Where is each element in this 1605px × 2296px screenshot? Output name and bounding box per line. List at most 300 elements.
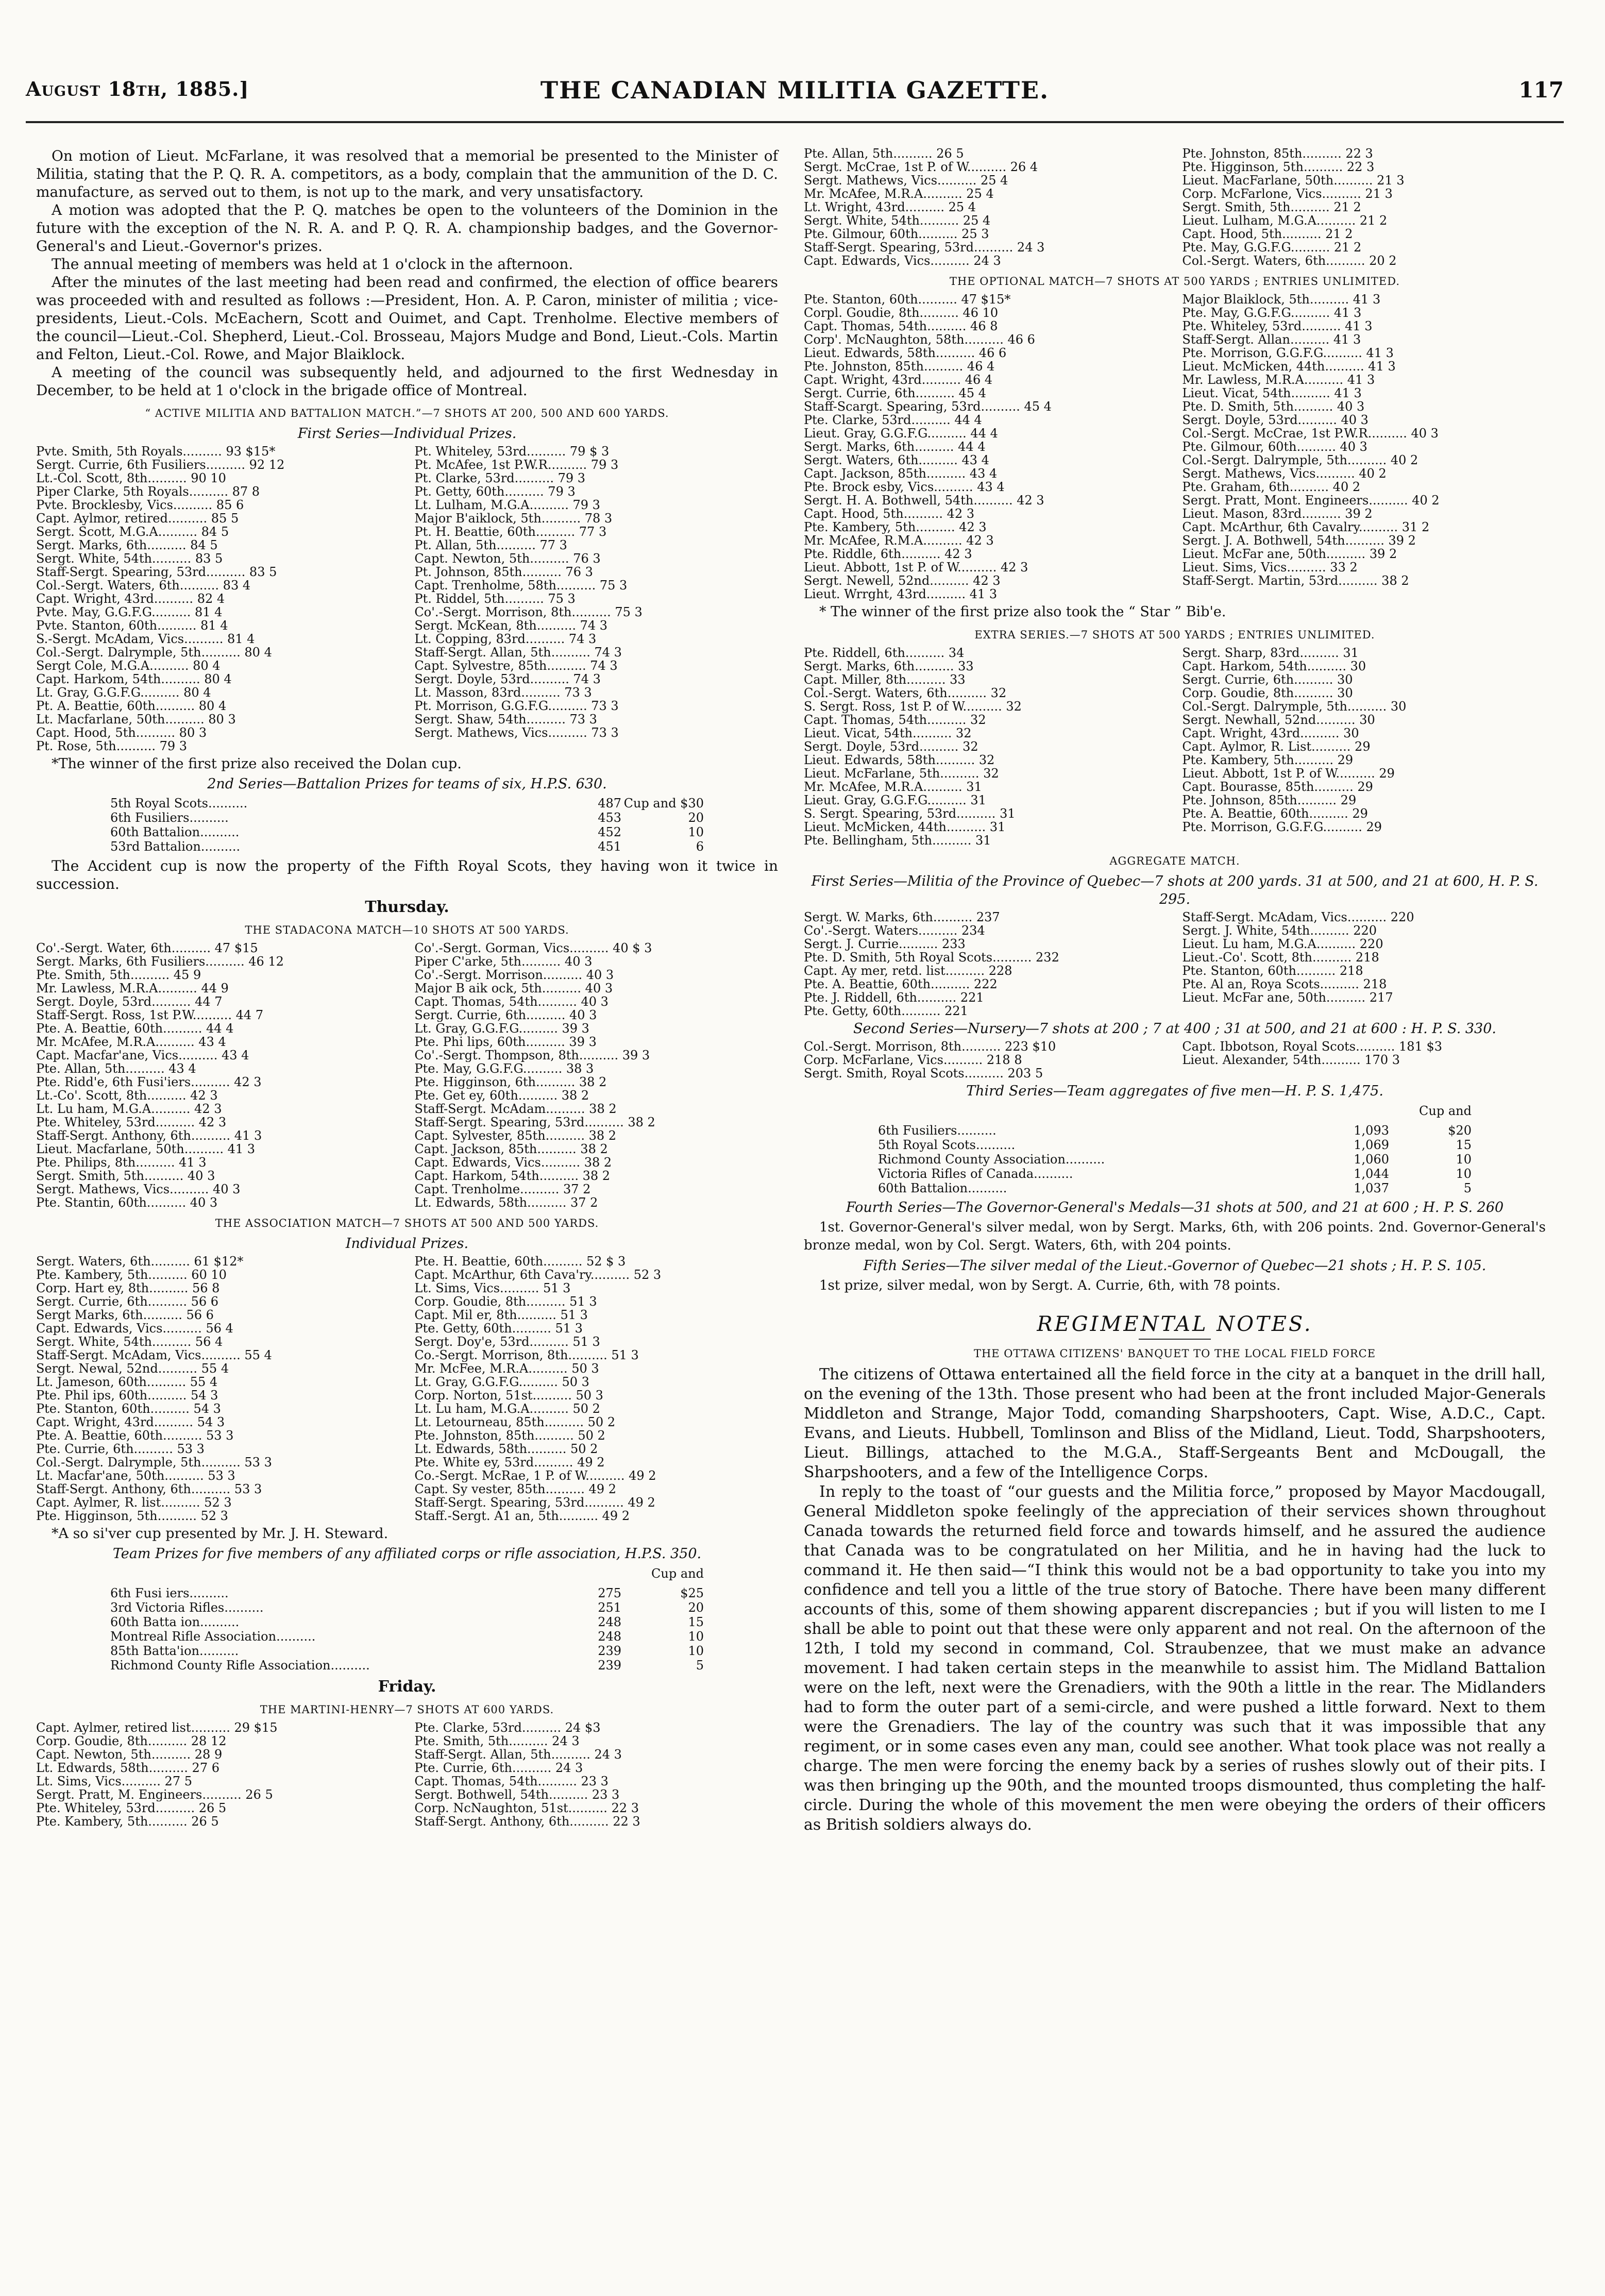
score-row: Lieut. Alexander, 54th.......... 170 3 bbox=[1182, 1053, 1400, 1067]
section-subheading: Team Prizes for five members of any affiliated corps or rifle association, H.P.S. 350. bbox=[112, 1546, 702, 1562]
table-row bbox=[878, 1167, 1472, 1181]
score-row: Lt. Sims, Vics.......... 27 5 bbox=[36, 1775, 192, 1788]
paragraph: A motion was adopted that the P. Q. matches be open to the volunteers of the Dominion in the future with the exception of the N. R. A. and P. Q. R. A. championship badges, and the Governor-General's and Lieut.-Governor's prizes. bbox=[36, 201, 778, 255]
score-row: Capt. Thomas, 54th.......... 32 bbox=[804, 713, 986, 727]
table-cell-prize: 10 bbox=[688, 1629, 704, 1644]
score-row: Sergt. Shaw, 54th.......... 73 3 bbox=[414, 713, 597, 726]
score-row: Pte. A. Beattie, 60th.......... 29 bbox=[1182, 807, 1368, 820]
paragraph: A meeting of the council was subsequently held, and adjourned to the first Wednesday in December, to be held at 1 o'clock in the brigade office of Montreal. bbox=[36, 364, 778, 399]
score-row: Mr. McFee, M.R.A.......... 50 3 bbox=[414, 1362, 599, 1375]
score-row: Pte. Graham, 6th.......... 40 2 bbox=[1182, 480, 1361, 494]
table-cell-score: 1,069 bbox=[1354, 1138, 1389, 1152]
score-row: Col.-Sergt. Dalrymple, 5th.......... 40 2 bbox=[1182, 453, 1418, 467]
score-row: Sergt. Currie, 6th.......... 40 3 bbox=[414, 1008, 597, 1022]
score-row: Col.-Sergt. Waters, 6th.......... 83 4 bbox=[36, 579, 251, 592]
score-row: Capt. McArthur, 6th Cavalry.......... 31 2 bbox=[1182, 520, 1430, 534]
score-row: Mr. McAfee, M.R.A.......... 25 4 bbox=[804, 187, 994, 200]
score-row: Lieut. McMicken, 44th.......... 41 3 bbox=[1182, 360, 1396, 373]
score-row: Pte. Getty, 60th.......... 221 bbox=[804, 1004, 968, 1018]
score-row: Pt. Getty, 60th.......... 79 3 bbox=[414, 485, 576, 498]
score-row: Pte. May, G.G.F.G.......... 38 3 bbox=[414, 1062, 594, 1075]
table-cell-name: 5th Royal Scots.......... bbox=[878, 1138, 1016, 1152]
score-row: Mr. McAfee, M.R.A.......... 43 4 bbox=[36, 1035, 226, 1049]
score-row: Corp. Goudie, 8th.......... 51 3 bbox=[414, 1295, 597, 1308]
score-row: Lt. Lu ham, M.G.A.......... 42 3 bbox=[36, 1102, 222, 1116]
score-row: Lieut. Wrrght, 43rd.......... 41 3 bbox=[804, 587, 998, 601]
section-subheading: Fifth Series—The silver medal of the Lieut.-Governor of Quebec—21 shots ; H. P. S. 105. bbox=[863, 1258, 1486, 1274]
score-row: Mr. McAfee, R.M.A.......... 42 3 bbox=[804, 534, 994, 547]
section-heading: THE STADACONA MATCH—10 SHOTS AT 500 YARDS. bbox=[245, 924, 569, 936]
table-cell-name: 53rd Battalion.......... bbox=[110, 839, 241, 854]
score-row: Sergt. Mathews, Vics.......... 40 3 bbox=[36, 1183, 241, 1196]
score-row: Lt. Edwards, 58th.......... 27 6 bbox=[36, 1761, 219, 1775]
table-row bbox=[110, 811, 704, 825]
table-cell-prize: 5 bbox=[696, 1658, 704, 1673]
score-list-right bbox=[1182, 646, 1546, 847]
section-heading: THE MARTINI-HENRY—7 SHOTS AT 600 YARDS. bbox=[260, 1703, 554, 1716]
score-row: Pt. Whiteley, 53rd.......... 79 $ 3 bbox=[414, 445, 610, 458]
score-row: Co'.-Sergt. Gorman, Vics.......... 40 $ 3 bbox=[414, 941, 652, 955]
score-row: Lieut. McFarlane, 5th.......... 32 bbox=[804, 767, 999, 780]
score-row: Pte. Stanton, 60th.......... 54 3 bbox=[36, 1402, 221, 1415]
section-heading: THE OTTAWA CITIZENS' BANQUET TO THE LOCAL FIELD FORCE bbox=[973, 1347, 1376, 1360]
team-table bbox=[110, 1586, 704, 1673]
score-row: Lieut. McFar ane, 50th.......... 217 bbox=[1182, 991, 1393, 1004]
score-list-left bbox=[36, 445, 400, 753]
page-header bbox=[26, 77, 1564, 119]
score-row: Co.-Sergt. McRae, 1 P. of W.......... 49 2 bbox=[414, 1469, 656, 1482]
score-row: Staff-Sergt. Anthony, 6th.......... 22 3 bbox=[414, 1815, 640, 1828]
score-row: S. Sergt. Ross, 1st P. of W.......... 32 bbox=[804, 700, 1022, 713]
score-row: Capt. Newton, 5th.......... 28 9 bbox=[36, 1748, 223, 1761]
score-row: Capt. Bourasse, 85th.......... 29 bbox=[1182, 780, 1373, 794]
score-row: Sergt. Marks, 6th.......... 44 4 bbox=[804, 440, 986, 453]
score-row: Pte. White ey, 53rd.......... 49 2 bbox=[414, 1456, 605, 1469]
score-row: Sergt. J. Currie.......... 233 bbox=[804, 937, 966, 951]
score-row: Capt. Hood, 5th.......... 21 2 bbox=[1182, 227, 1353, 241]
score-row: Capt. Aylmer, R. list.......... 52 3 bbox=[36, 1496, 232, 1509]
score-row: Staff-Sergt. Anthony, 6th.......... 41 3 bbox=[36, 1129, 262, 1142]
score-row: Pte. Al an, Roya Scots.......... 218 bbox=[1182, 977, 1387, 991]
score-row: Pte. Clarke, 53rd.......... 44 4 bbox=[804, 413, 982, 427]
score-list-right bbox=[414, 1255, 778, 1523]
score-row: Pte. A. Beattie, 60th.......... 53 3 bbox=[36, 1429, 234, 1442]
score-row: Lieut. Vicat, 54th.......... 32 bbox=[804, 727, 972, 740]
score-row: Lieut. Abbott, 1st P. of W.......... 29 bbox=[1182, 767, 1395, 780]
score-row: Lieut. McMicken, 44th.......... 31 bbox=[804, 820, 1006, 834]
score-row: Sergt Marks, 6th.......... 56 6 bbox=[36, 1308, 214, 1322]
score-row: Sergt. Currie, 6th.......... 30 bbox=[1182, 673, 1353, 686]
score-row: Lt. Gray, G.G.F.G.......... 39 3 bbox=[414, 1022, 589, 1035]
table-cell-score: 248 bbox=[598, 1615, 621, 1629]
score-row: Staff-Sergt. Spearing, 53rd.......... 24 3 bbox=[804, 241, 1045, 254]
score-row: Staff-Sergt. Spearing, 53rd.......... 38 2 bbox=[414, 1116, 655, 1129]
score-row: Col.-Sergt. Dalrymple, 5th.......... 53 3 bbox=[36, 1456, 272, 1469]
score-row: Pte. Getty, 60th.......... 51 3 bbox=[414, 1322, 583, 1335]
score-row: Corp. NcNaughton, 51st.......... 22 3 bbox=[414, 1801, 639, 1815]
score-row: Capt. Hood, 5th.......... 42 3 bbox=[804, 507, 975, 520]
score-row: Pte. Higginson, 5th.......... 52 3 bbox=[36, 1509, 228, 1523]
score-row: Sergt Cole, M.G.A.......... 80 4 bbox=[36, 659, 221, 672]
score-list bbox=[36, 1255, 778, 1523]
score-row: Sergt. Currie, 6th Fusiliers.......... 92 12 bbox=[36, 458, 285, 471]
score-row: Sergt. Smith, 5th.......... 21 2 bbox=[1182, 200, 1361, 214]
score-row: Lieut.-Co'. Scott, 8th.......... 218 bbox=[1182, 951, 1379, 964]
score-row: Corp. McFarlone, Vics.......... 21 3 bbox=[1182, 187, 1393, 200]
table-cell-score: 275 bbox=[598, 1586, 621, 1600]
score-row: Lieut. Mason, 83rd.......... 39 2 bbox=[1182, 507, 1373, 520]
score-row: Pt. Johnson, 85th.......... 76 3 bbox=[414, 565, 593, 579]
score-row: Capt. Sy vester, 85th.......... 49 2 bbox=[414, 1482, 616, 1496]
score-row: Col.-Sergt. Dalrymple, 5th.......... 80 4 bbox=[36, 646, 272, 659]
score-row: Pte. Kambery, 5th.......... 60 10 bbox=[36, 1268, 227, 1281]
score-row: Col.-Sergt. McCrae, 1st P.W.R.......... 40 3 bbox=[1182, 427, 1439, 440]
score-row: Pte. Gilmour, 60th.......... 40 3 bbox=[1182, 440, 1367, 453]
score-row: Co'.-Sergt. Morrison.......... 40 3 bbox=[414, 968, 614, 982]
score-row: Staff-Sergt. Ross, 1st P.W.......... 44 7 bbox=[36, 1008, 264, 1022]
score-row: Lt. Gray, G.G.F.G.......... 80 4 bbox=[36, 686, 211, 699]
score-list-left bbox=[36, 1721, 400, 1828]
paragraph: The Accident cup is now the property of the Fifth Royal Scots, they having won it twice in succession. bbox=[36, 857, 778, 892]
section-subheading: Second Series—Nursery—7 shots at 200 ; 7 at 400 ; 31 at 500, and 21 at 600 : H. P. S. 330. bbox=[853, 1021, 1496, 1037]
score-row: Lieut. Macfarlane, 50th.......... 41 3 bbox=[36, 1142, 256, 1156]
table-cell-name: Victoria Rifles of Canada.......... bbox=[878, 1167, 1073, 1181]
score-row: Sergt. White, 54th.......... 25 4 bbox=[804, 214, 991, 227]
table-row bbox=[878, 1152, 1472, 1167]
score-row: Staff-Sergt. Martin, 53rd.......... 38 2 bbox=[1182, 574, 1409, 587]
score-row: Corp. Goudie, 8th.......... 30 bbox=[1182, 686, 1353, 700]
table-cell-prize: 15 bbox=[688, 1615, 704, 1629]
score-row: Staff-Sergt. McAdam, Vics.......... 55 4 bbox=[36, 1348, 272, 1362]
table-cell-name: Montreal Rifle Association.......... bbox=[110, 1629, 316, 1644]
score-row: Lt. Edwards, 58th.......... 50 2 bbox=[414, 1442, 598, 1456]
score-row: Sergt. Doy'e, 53rd.......... 51 3 bbox=[414, 1335, 600, 1348]
score-row: Capt. Ibbotson, Royal Scots.......... 181 $3 bbox=[1182, 1040, 1443, 1053]
score-row: Sergt. Currie, 6th.......... 56 6 bbox=[36, 1295, 219, 1308]
score-row: Corp. Hart ey, 8th.......... 56 8 bbox=[36, 1281, 220, 1295]
table-cell-prize: 5 bbox=[1463, 1181, 1472, 1195]
table-cell-score: 248 bbox=[598, 1629, 621, 1644]
score-row: Lieut. Edwards, 58th.......... 46 6 bbox=[804, 346, 1007, 360]
table-row bbox=[110, 1615, 704, 1629]
table-cell-score: 251 bbox=[598, 1600, 621, 1615]
score-list-left bbox=[36, 1255, 400, 1523]
score-list bbox=[804, 646, 1546, 847]
score-row: Pt. Allan, 5th.......... 77 3 bbox=[414, 538, 567, 552]
score-list bbox=[804, 293, 1546, 601]
section-heading: AGGREGATE MATCH. bbox=[1109, 855, 1240, 867]
table-cell-name: Richmond County Rifle Association.......... bbox=[110, 1658, 370, 1673]
regimental-notes-heading: REGIMENTAL NOTES. bbox=[1037, 1312, 1313, 1336]
score-row: Corpl. Goudie, 8th.......... 46 10 bbox=[804, 306, 999, 319]
score-row: Pvte. May, G.G.F.G.......... 81 4 bbox=[36, 605, 223, 619]
score-row: Lieut. Lu ham, M.G.A.......... 220 bbox=[1182, 937, 1383, 951]
score-list-right bbox=[1182, 910, 1546, 1018]
score-row: Lt. Wright, 43rd.......... 25 4 bbox=[804, 200, 976, 214]
score-row: Corp'. McNaughton, 58th.......... 46 6 bbox=[804, 333, 1035, 346]
score-row: Pte. Allan, 5th.......... 43 4 bbox=[36, 1062, 196, 1075]
score-row: Pte. D. Smith, 5th.......... 40 3 bbox=[1182, 400, 1365, 413]
score-row: Co'.-Sergt. Thompson, 8th.......... 39 3 bbox=[414, 1049, 650, 1062]
score-row: Pte. Phi lips, 60th.......... 39 3 bbox=[414, 1035, 597, 1049]
score-row: Sergt. W. Marks, 6th.......... 237 bbox=[804, 910, 1000, 924]
score-row: Mr. Lawless, M.R.A.......... 44 9 bbox=[36, 982, 229, 995]
table-cell-name: 6th Fusiliers.......... bbox=[110, 811, 229, 825]
table-cell-prize: 15 bbox=[1456, 1138, 1472, 1152]
score-row: Sergt. Mathews, Vics.......... 25 4 bbox=[804, 174, 1008, 187]
score-row: Staff-Sergt. Allan, 5th.......... 24 3 bbox=[414, 1748, 622, 1761]
score-row: Piper C'arke, 5th.......... 40 3 bbox=[414, 955, 593, 968]
section-subheading: Fourth Series—The Governor-General's Medals—31 shots at 500, and 21 at 600 ; H. P. S. 260 bbox=[846, 1200, 1504, 1215]
score-list-left bbox=[36, 941, 400, 1209]
score-row: Capt. Thomas, 54th.......... 23 3 bbox=[414, 1775, 609, 1788]
score-row: Pte. Riddle, 6th.......... 42 3 bbox=[804, 547, 972, 561]
score-row: Pte. Gilmour, 60th.......... 25 3 bbox=[804, 227, 989, 241]
paragraph: The citizens of Ottawa entertained all the field force in the city at a banquet in the drill hall, on the evening of the 13th. Those present who had been at the front included Major-Generals Middleton and Strange, Major Todd, comanding Sharpshooters, Capt. Wise, A.D.C., Capt. Evans, and Lieuts. Hubbell, Tomlinson and Bliss of the Midland, Lieut. Todd, Sharpshooters, Lieut. Billings, attached to the M.G.A., Staff-Sergeants Bent and McDougall, the Sharpshooters, and a few of the Intelligence Corps. bbox=[804, 1365, 1546, 1481]
score-row: Pte. Smith, 5th.......... 45 9 bbox=[36, 968, 201, 982]
score-row: Pte. Morrison, G.G.F.G.......... 29 bbox=[1182, 820, 1382, 834]
score-row: Staff-Sergt. Allan.......... 41 3 bbox=[1182, 333, 1361, 346]
score-row: Pte. Stanton, 60th.......... 47 $15* bbox=[804, 293, 1011, 306]
score-list-left bbox=[804, 293, 1168, 601]
table-cell-score: 453 bbox=[598, 811, 621, 825]
score-row: Capt. Jackson, 85th.......... 38 2 bbox=[414, 1142, 608, 1156]
table-cell-score: 451 bbox=[598, 839, 621, 854]
score-list-left bbox=[804, 646, 1168, 847]
score-list-right bbox=[414, 445, 778, 753]
score-row: Staff-Sergt. Allan, 5th.......... 74 3 bbox=[414, 646, 622, 659]
score-list-right bbox=[414, 1721, 778, 1828]
score-row: Lt. Masson, 83rd.......... 73 3 bbox=[414, 686, 592, 699]
score-row: Pte. D. Smith, 5th Royal Scots.......... 232 bbox=[804, 951, 1059, 964]
table-row bbox=[110, 839, 704, 854]
score-row: Capt. Mil er, 8th.......... 51 3 bbox=[414, 1308, 588, 1322]
score-row: Capt. Sylvester, 85th.......... 38 2 bbox=[414, 1129, 617, 1142]
score-row: Pvte. Brocklesby, Vics.......... 85 6 bbox=[36, 498, 244, 512]
score-list bbox=[36, 941, 778, 1209]
score-row: Lieut. Sims, Vics.......... 33 2 bbox=[1182, 561, 1358, 574]
table-cell-score: 1,093 bbox=[1354, 1123, 1389, 1138]
section-subheading: Individual Prizes. bbox=[345, 1236, 469, 1252]
score-row: Sergt. J. A. Bothwell, 54th.......... 39 2 bbox=[1182, 534, 1416, 547]
score-row: Lieut. Gray, G.G.F.G.......... 44 4 bbox=[804, 427, 998, 440]
score-list bbox=[36, 1721, 778, 1828]
table-row bbox=[110, 1586, 704, 1600]
score-row: Capt. Newton, 5th.......... 76 3 bbox=[414, 552, 601, 565]
score-row: S. Sergt. Spearing, 53rd.......... 31 bbox=[804, 807, 1016, 820]
score-row: Pte. J. Riddell, 6th.......... 221 bbox=[804, 991, 984, 1004]
table-cell-name: Richmond County Association.......... bbox=[878, 1152, 1105, 1167]
paragraph: After the minutes of the last meeting had been read and confirmed, the election of office bearers was proceeded with and resulted as follows :—President, Hon. A. P. Caron, minister of militia ; vice-presidents, Lieut.-Cols. McEachern, Scott and Ouimet, and Capt. Trenholme. Elective members of the council—Lieut.-Col. Shepherd, Lieut.-Col. Brosseau, Majors Mudge and Bond, Lieut.-Cols. Martin and Felton, Lieut.-Col. Rowe, and Major Blaiklock. bbox=[36, 274, 778, 363]
score-row: Capt. Thomas, 54th.......... 40 3 bbox=[414, 995, 609, 1008]
score-list bbox=[36, 445, 778, 753]
score-list bbox=[804, 147, 1546, 267]
score-row: Sergt. Newell, 52nd.......... 42 3 bbox=[804, 574, 1001, 587]
table-cell-prize: 10 bbox=[1456, 1152, 1472, 1167]
table-cell-name: 6th Fusi iers.......... bbox=[110, 1586, 229, 1600]
score-row: Staff-Sergt. Spearing, 53rd.......... 83 5 bbox=[36, 565, 277, 579]
section-heading: EXTRA SERIES.—7 SHOTS AT 500 YARDS ; ENTRIES UNLIMITED. bbox=[974, 629, 1375, 641]
score-row: Sergt. Currie, 6th.......... 45 4 bbox=[804, 386, 987, 400]
table-row bbox=[110, 1600, 704, 1615]
score-row: Capt. Trenholme, 58th.......... 75 3 bbox=[414, 579, 628, 592]
score-row: Sergt. Waters, 6th.......... 43 4 bbox=[804, 453, 989, 467]
score-row: Lt. Letourneau, 85th.......... 50 2 bbox=[414, 1415, 616, 1429]
score-row: Capt. Macfar'ane, Vics.......... 43 4 bbox=[36, 1049, 249, 1062]
score-row: S.-Sergt. McAdam, Vics.......... 81 4 bbox=[36, 632, 255, 646]
score-list bbox=[804, 1040, 1546, 1080]
score-row: Pte. Kambery, 5th.......... 42 3 bbox=[804, 520, 987, 534]
score-row: Sergt. Waters, 6th.......... 61 $12* bbox=[36, 1255, 244, 1268]
page-number: 117 bbox=[1518, 77, 1564, 103]
score-row: Sergt. Newhall, 52nd.......... 30 bbox=[1182, 713, 1375, 727]
score-list-left bbox=[804, 1040, 1168, 1080]
score-row: Col.-Sergt. Waters, 6th.......... 32 bbox=[804, 686, 1007, 700]
score-row: Lt. Edwards, 58th.......... 37 2 bbox=[414, 1196, 598, 1209]
score-row: Sergt. Marks, 6th.......... 33 bbox=[804, 660, 974, 673]
score-row: Pte. Higginson, 6th.......... 38 2 bbox=[414, 1075, 607, 1089]
score-row: Sergt. Doyle, 53rd.......... 40 3 bbox=[1182, 413, 1369, 427]
score-row: Pte. May, G.G.F.G.......... 41 3 bbox=[1182, 306, 1362, 319]
table-cell-prize: 20 bbox=[688, 811, 704, 825]
score-row: Lieut. Lulham, M.G.A.......... 21 2 bbox=[1182, 214, 1388, 227]
table-cell-name: 6th Fusiliers.......... bbox=[878, 1123, 996, 1138]
footnote: *The winner of the first prize also received the Dolan cup. bbox=[52, 756, 462, 772]
score-row: Lt. Gray, G.G.F.G.......... 50 3 bbox=[414, 1375, 589, 1389]
score-row: Sergt. Newal, 52nd.......... 55 4 bbox=[36, 1362, 229, 1375]
table-cell-prize: 6 bbox=[696, 839, 704, 854]
table-cell-score: 239 bbox=[598, 1644, 621, 1658]
table-cell-score: 239 bbox=[598, 1658, 621, 1673]
footnote: *A so si'ver cup presented by Mr. J. H. Steward. bbox=[52, 1526, 388, 1542]
score-row: Pt. Rose, 5th.......... 79 3 bbox=[36, 739, 188, 753]
table-cell-score: 1,037 bbox=[1354, 1181, 1389, 1195]
score-row: Pte. A. Beattie, 60th.......... 44 4 bbox=[36, 1022, 234, 1035]
score-row: Pte. Whiteley, 53rd.......... 41 3 bbox=[1182, 319, 1373, 333]
score-row: Staff-Sergt. Anthony, 6th.......... 53 3 bbox=[36, 1482, 262, 1496]
table-cell-score: 452 bbox=[598, 825, 621, 839]
score-row: Capt. Aylmer, retired list.......... 29 $15 bbox=[36, 1721, 278, 1734]
score-row: Pte. Kambery, 5th.......... 29 bbox=[1182, 753, 1354, 767]
score-row: Sergt. H. A. Bothwell, 54th.......... 42 3 bbox=[804, 494, 1044, 507]
score-row: Staff.-Sergt. A1 an, 5th.......... 49 2 bbox=[414, 1509, 630, 1523]
score-row: Sergt. Pratt, M. Engineers.......... 26 5 bbox=[36, 1788, 273, 1801]
score-row: Pte. Bellingham, 5th.......... 31 bbox=[804, 834, 991, 847]
score-row: Pt. H. Beattie, 60th.......... 77 3 bbox=[414, 525, 607, 538]
table-cell-score: 1,060 bbox=[1354, 1152, 1389, 1167]
score-row: Pte. Phil ips, 60th.......... 54 3 bbox=[36, 1389, 218, 1402]
score-row: Sergt. White, 54th.......... 56 4 bbox=[36, 1335, 223, 1348]
header-rule bbox=[26, 121, 1564, 123]
score-row: Staff-Sergt. Spearing, 53rd.......... 49 2 bbox=[414, 1496, 655, 1509]
score-row: Lt. Lulham, M.G.A.......... 79 3 bbox=[414, 498, 600, 512]
score-row: Capt. Hood, 5th.......... 80 3 bbox=[36, 726, 207, 739]
score-row: Co'.-Sergt. Water, 6th.......... 47 $15 bbox=[36, 941, 258, 955]
score-row: Capt. McArthur, 6th Cava'ry.......... 52 3 bbox=[414, 1268, 662, 1281]
paragraph: 1st. Governor-General's silver medal, won by Sergt. Marks, 6th, with 206 points. 2nd. Governor-General's bronze medal, won by Col. Sergt. Waters, 6th, with 204 points. bbox=[804, 1220, 1546, 1253]
score-row: Pte. A. Beattie, 60th.......... 222 bbox=[804, 977, 998, 991]
table-cell-prize: $20 bbox=[1448, 1123, 1472, 1138]
score-row: Capt. Harkom, 54th.......... 80 4 bbox=[36, 672, 232, 686]
score-row: Sergt. Doyle, 53rd.......... 74 3 bbox=[414, 672, 601, 686]
score-row: Sergt. McKean, 8th.......... 74 3 bbox=[414, 619, 608, 632]
score-row: Pte. Stantin, 60th.......... 40 3 bbox=[36, 1196, 218, 1209]
score-row: Lieut. Gray, G.G.F.G.......... 31 bbox=[804, 794, 986, 807]
table-row bbox=[878, 1138, 1472, 1152]
score-row: Capt. Edwards, Vics.......... 24 3 bbox=[804, 254, 1001, 267]
score-row: Pte. Get ey, 60th.......... 38 2 bbox=[414, 1089, 589, 1102]
score-row: Pte. H. Beattie, 60th.......... 52 $ 3 bbox=[414, 1255, 626, 1268]
score-row: Capt. Miller, 8th.......... 33 bbox=[804, 673, 966, 686]
score-row: Capt. Wright, 43rd.......... 46 4 bbox=[804, 373, 993, 386]
score-row: Sergt. Marks, 6th Fusiliers.......... 46 12 bbox=[36, 955, 284, 968]
masthead-title: THE CANADIAN MILITIA GAZETTE. bbox=[540, 76, 1050, 104]
score-row: Pte. Johnston, 85th.......... 46 4 bbox=[804, 360, 995, 373]
table-cell-name: 60th Battalion.......... bbox=[878, 1181, 1007, 1195]
score-row: Lieut. Abbott, 1st P. of W.......... 42 3 bbox=[804, 561, 1028, 574]
cup-label: Cup and bbox=[651, 1566, 704, 1581]
score-row: Pte. Johnston, 85th.......... 22 3 bbox=[1182, 147, 1373, 160]
score-row: Pte. Clarke, 53rd.......... 24 $3 bbox=[414, 1721, 601, 1734]
table-cell-prize: $25 bbox=[680, 1586, 704, 1600]
table-cell-score: 487 bbox=[598, 796, 621, 811]
score-row: Col.-Sergt. Morrison, 8th.......... 223 $10 bbox=[804, 1040, 1056, 1053]
section-heading: THE OPTIONAL MATCH—7 SHOTS AT 500 YARDS ; ENTRIES UNLIMITED. bbox=[949, 275, 1400, 288]
score-row: Pt. Clarke, 53rd.......... 79 3 bbox=[414, 471, 586, 485]
table-row bbox=[110, 825, 704, 839]
table-row bbox=[110, 796, 704, 811]
day-heading: Thursday. bbox=[365, 898, 449, 916]
score-row: Pt. Riddel, 5th.......... 75 3 bbox=[414, 592, 576, 605]
score-row: Pte. Currie, 6th.......... 24 3 bbox=[414, 1761, 583, 1775]
score-row: Pte. Kambery, 5th.......... 26 5 bbox=[36, 1815, 219, 1828]
score-row: Capt. Wright, 43rd.......... 82 4 bbox=[36, 592, 225, 605]
section-heading: “ ACTIVE MILITIA AND BATTALION MATCH.”—7 SHOTS AT 200, 500 AND 600 YARDS. bbox=[145, 407, 669, 419]
score-row: Capt. Wright, 43rd.......... 54 3 bbox=[36, 1415, 225, 1429]
score-row: Capt. Harkom, 54th.......... 38 2 bbox=[414, 1169, 611, 1183]
score-row: Corp. Goudie, 8th.......... 28 12 bbox=[36, 1734, 227, 1748]
score-row: Sergt. Scott, M.G.A.......... 84 5 bbox=[36, 525, 229, 538]
score-row: Pte. Philips, 8th.......... 41 3 bbox=[36, 1156, 207, 1169]
table-row bbox=[878, 1123, 1472, 1138]
score-row: Pte. Whiteley, 53rd.......... 26 5 bbox=[36, 1801, 227, 1815]
score-row: Lt. Copping, 83rd.......... 74 3 bbox=[414, 632, 597, 646]
score-row: Lt. Macfarlane, 50th.......... 80 3 bbox=[36, 713, 236, 726]
table-cell-name: 85th Batta'ion.......... bbox=[110, 1644, 239, 1658]
score-row: Co'.-Sergt. Waters.......... 234 bbox=[804, 924, 985, 937]
score-row: Pte. Currie, 6th.......... 53 3 bbox=[36, 1442, 205, 1456]
score-row: Capt. Harkom, 54th.......... 30 bbox=[1182, 660, 1366, 673]
score-row: Pte. Johnston, 85th.......... 50 2 bbox=[414, 1429, 605, 1442]
score-row: Pvte. Smith, 5th Royals.......... 93 $15* bbox=[36, 445, 276, 458]
cup-label: Cup and bbox=[1419, 1104, 1472, 1118]
score-row: Pte. May, G.G.F.G.......... 21 2 bbox=[1182, 241, 1362, 254]
score-list-left bbox=[804, 147, 1168, 267]
team-table bbox=[878, 1123, 1472, 1195]
score-row: Pte. Higginson, 5th.......... 22 3 bbox=[1182, 160, 1375, 174]
score-list-right bbox=[1182, 147, 1546, 267]
score-row: Staff-Scargt. Spearing, 53rd.......... 45 4 bbox=[804, 400, 1052, 413]
table-cell-name: 60th Batta ion.......... bbox=[110, 1615, 240, 1629]
score-row: Lieut. Edwards, 58th.......... 32 bbox=[804, 753, 995, 767]
score-row: Pte. Allan, 5th.......... 26 5 bbox=[804, 147, 964, 160]
score-row: Sergt. White, 54th.......... 83 5 bbox=[36, 552, 223, 565]
paragraph: On motion of Lieut. McFarlane, it was resolved that a memorial be presented to the Minister of Militia, stating that the P. Q. R. A. competitors, as a body, complain that the ammunition of the D. C. manufacture, as served out to them, is not up to the mark, and very unsatisfactory. bbox=[36, 147, 778, 200]
score-row: Capt. Edwards, Vics.......... 38 2 bbox=[414, 1156, 612, 1169]
score-row: Piper Clarke, 5th Royals.......... 87 8 bbox=[36, 485, 260, 498]
section-subheading: 2nd Series—Battalion Prizes for teams of six, H.P.S. 630. bbox=[207, 776, 607, 792]
score-row: Pte. Brock esby, Vics.......... 43 4 bbox=[804, 480, 1005, 494]
